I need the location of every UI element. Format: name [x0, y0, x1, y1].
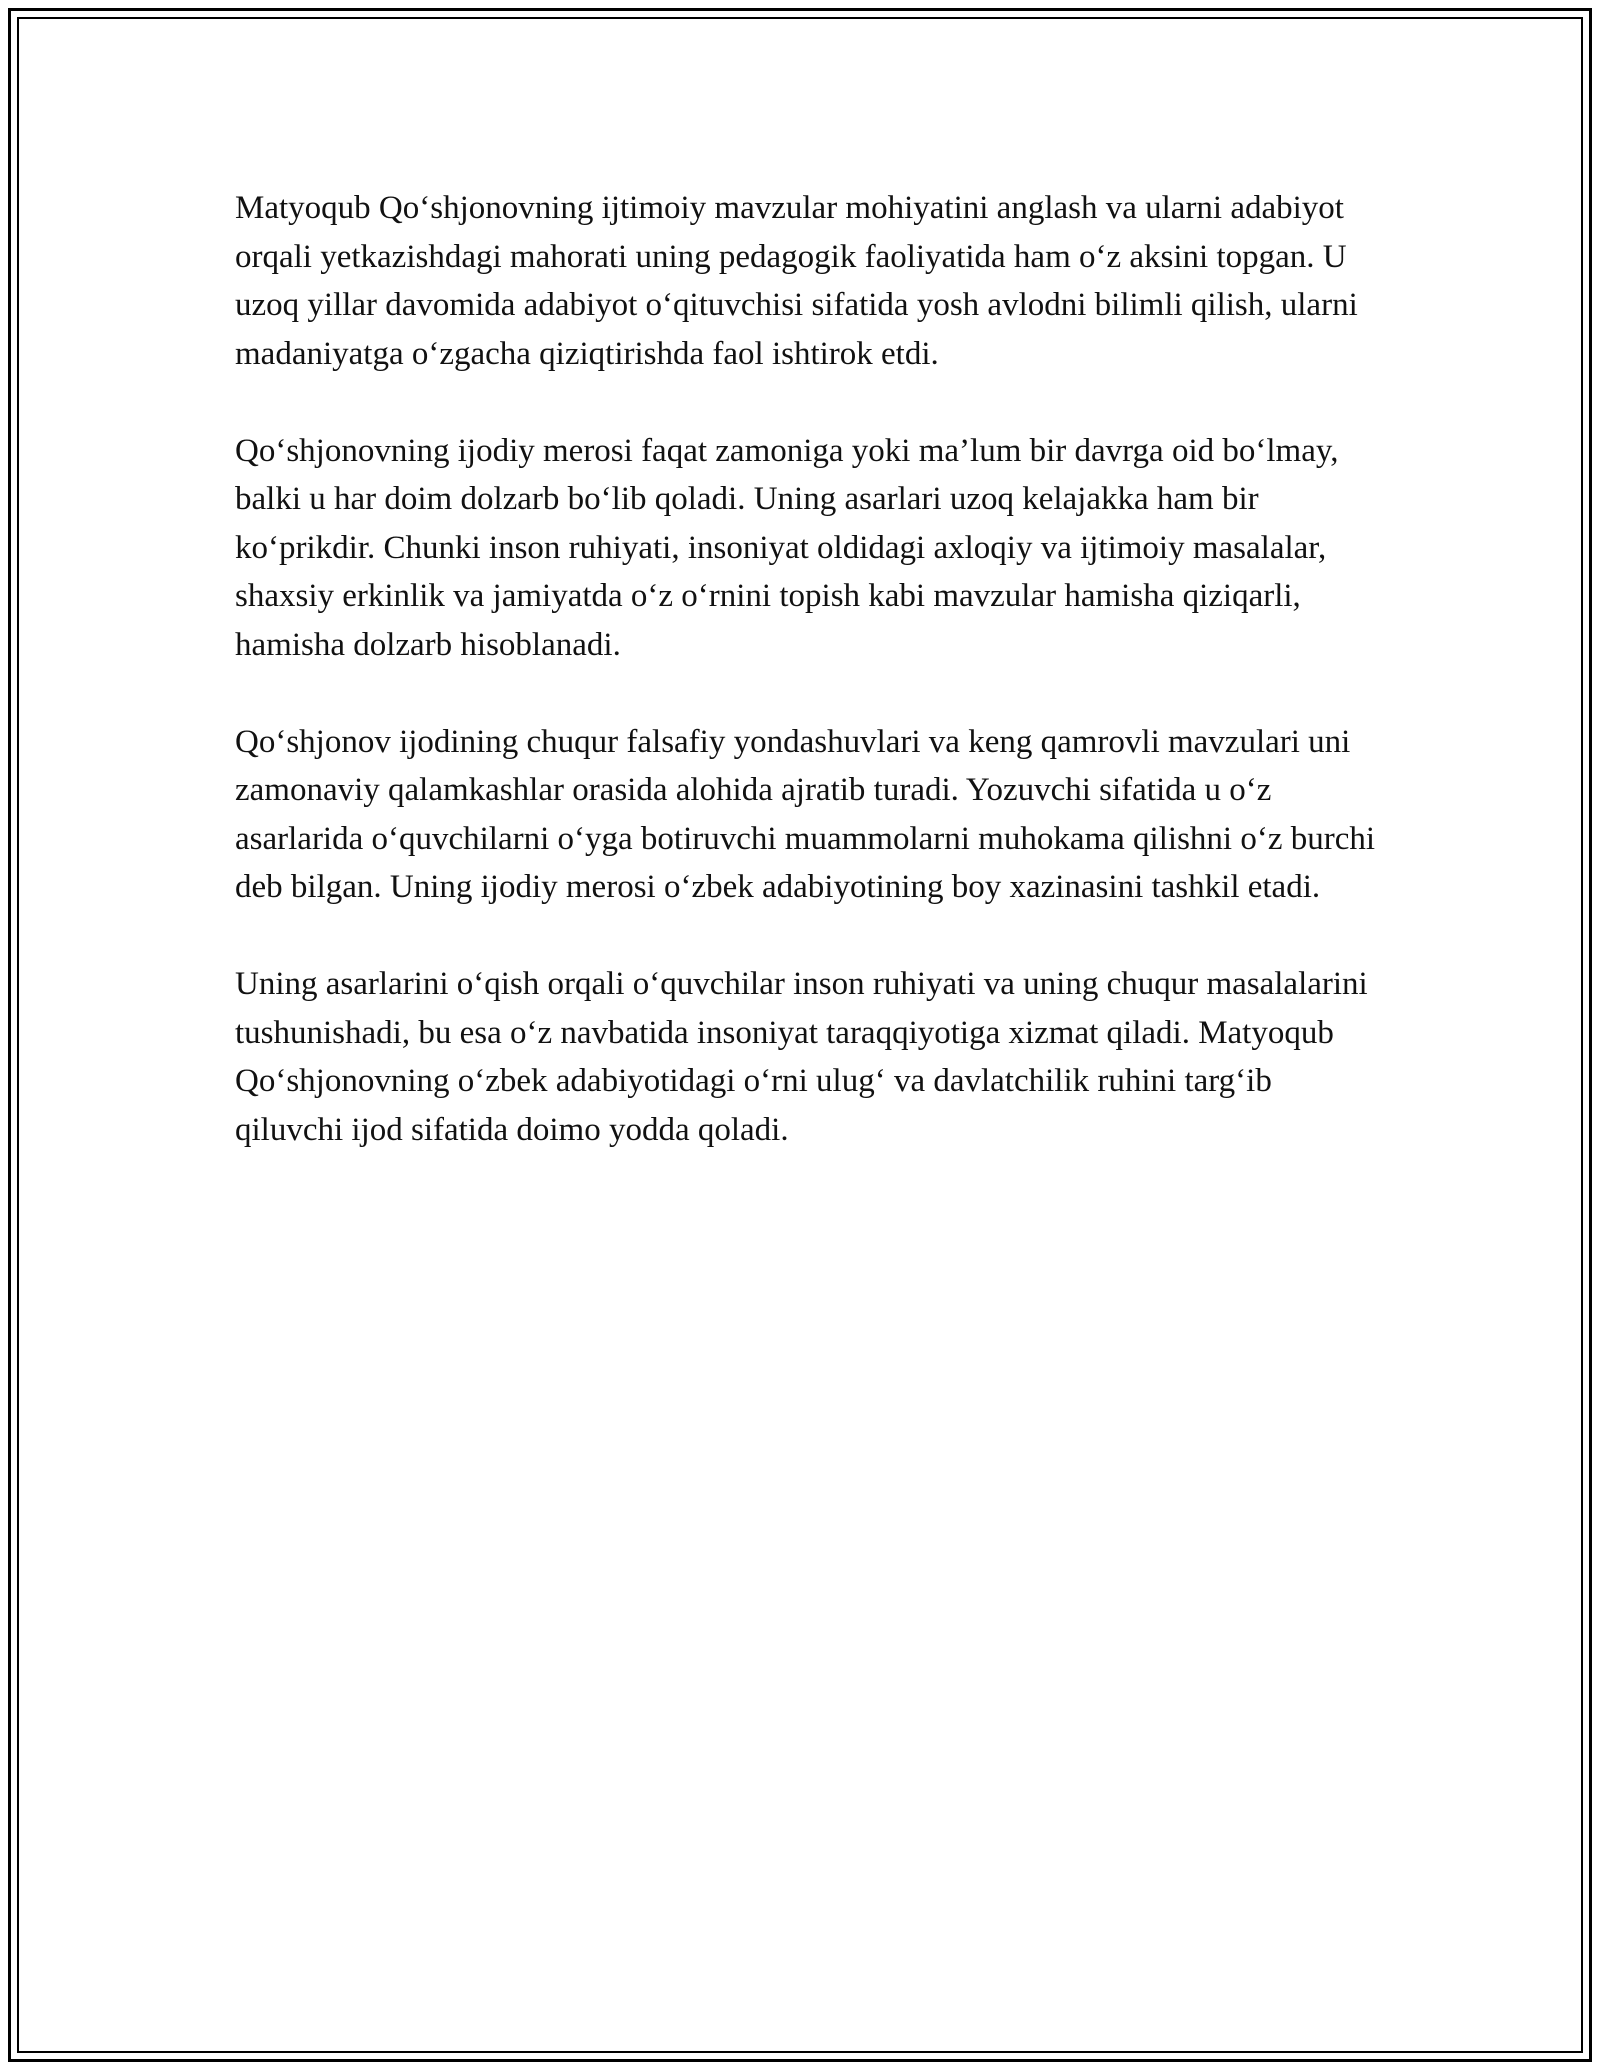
paragraph-4: Uning asarlarini o‘qish orqali o‘quvchilar inson ruhiyati va uning chuqur masalalarini tushunishadi, bu esa o‘z navbatida insoniyat taraqqiyotiga xizmat qiladi. Matyoqub Qo‘shjonovning o‘zbek adabiyotidagi o‘rni ulug‘ va davlatchilik ruhini targ‘ib qiluvchi ijod sifatida doimo yodda qoladi. — [235, 966, 1368, 1148]
paragraph-1: Matyoqub Qo‘shjonovning ijtimoiy mavzular mohiyatini anglash va ularni adabiyot orqali yetkazishdagi mahorati uning pedagogik faoliyatida ham o‘z aksini topgan. U uzoq yillar davomida adabiyot o‘qituvchisi sifatida yosh avlodni bilimli qilish, ularni madaniyatga o‘zgacha qiziqtirishda faol ishtirok etdi. — [235, 190, 1358, 372]
document-body — [235, 184, 1375, 1203]
paragraph-2: Qo‘shjonovning ijodiy merosi faqat zamoniga yoki ma’lum bir davrga oid bo‘lmay, balki u har doim dolzarb bo‘lib qoladi. Uning asarlari uzoq kelajakka ham bir ko‘prikdir. Chunki inson ruhiyati, insoniyat oldidagi axloqiy va ijtimoiy masalalar, shaxsiy erkinlik va jamiyatda o‘z o‘rnini topish kabi mavzular hamisha qiziqarli, hamisha dolzarb hisoblanadi. — [235, 432, 1339, 663]
paragraph-3: Qo‘shjonov ijodining chuqur falsafiy yondashuvlari va keng qamrovli mavzulari uni zamonaviy qalamkashlar orasida alohida ajratib turadi. Yozuvchi sifatida u o‘z asarlarida o‘quvchilarni o‘yga botiruvchi muammolarni muhokama qilishni o‘z burchi deb bilgan. Uning ijodiy merosi o‘zbek adabiyotining boy xazinasini tashkil etadi. — [235, 723, 1376, 905]
